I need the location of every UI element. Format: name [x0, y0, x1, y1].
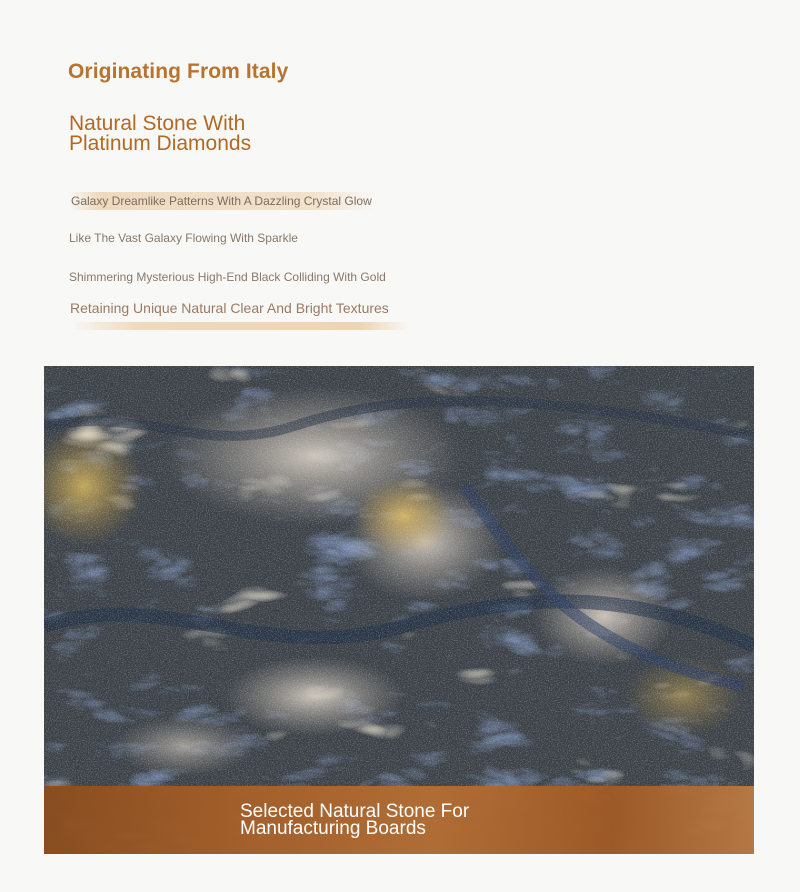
feature-natural-textures: [70, 300, 410, 316]
origin-title: Originating From Italy: [68, 60, 289, 83]
caption-line-1: Selected Natural Stone For: [240, 801, 470, 822]
stone-slab-photo: [44, 366, 754, 854]
headline: [69, 114, 369, 154]
stone-texture-image: [44, 366, 754, 854]
feature-galaxy-sparkle: Like The Vast Galaxy Flowing With Sparkle: [69, 231, 298, 245]
headline-line-1: Natural Stone With: [69, 112, 246, 135]
feature-black-gold: Shimmering Mysterious High-End Black Colliding With Gold: [69, 270, 386, 284]
feature-natural-textures-text: Retaining Unique Natural Clear And Bright Textures: [70, 300, 389, 316]
feature-galaxy-patterns: Galaxy Dreamlike Patterns With A Dazzling Crystal Glow: [71, 194, 372, 208]
feature-highlight-stroke: [70, 322, 410, 330]
caption-line-2: Manufacturing Boards: [240, 818, 426, 839]
headline-line-2: Platinum Diamonds: [69, 132, 252, 155]
caption: [240, 803, 600, 837]
